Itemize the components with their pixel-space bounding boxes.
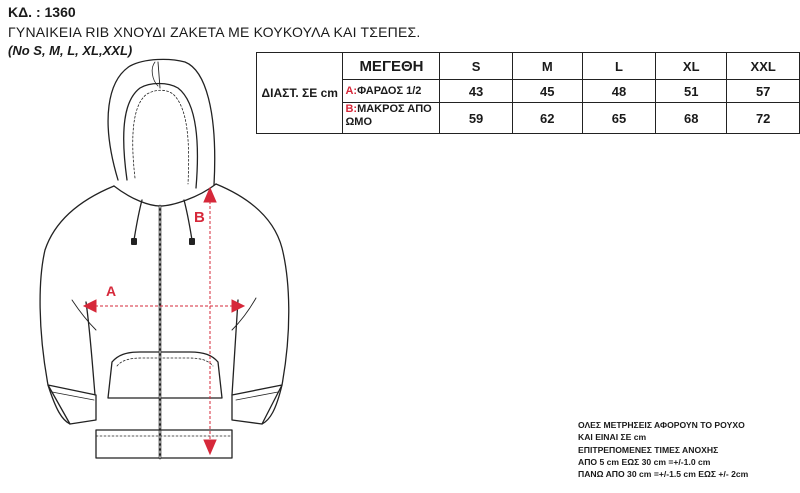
value-cell: 68 — [656, 103, 727, 134]
value-cell: 48 — [582, 80, 655, 103]
value-cell: 45 — [512, 80, 582, 103]
value-cell: 59 — [440, 103, 512, 134]
value-cell: 72 — [727, 103, 800, 134]
drawstring-left — [134, 200, 142, 240]
size-col-xxl: XXL — [727, 53, 800, 80]
value-cell: 57 — [727, 80, 800, 103]
value-cell: 51 — [656, 80, 727, 103]
note-line: ΑΠΟ 5 cm ΕΩΣ 30 cm =+/-1.0 cm — [578, 456, 711, 467]
size-col-s: S — [440, 53, 512, 80]
measurement-notes — [578, 419, 748, 480]
hood-outline — [108, 59, 215, 185]
value-cell: 65 — [582, 103, 655, 134]
note-line: ΠΑΝΩ ΑΠΟ 30 cm =+/-1.5 cm ΕΩΣ +/- 2cm — [578, 469, 749, 480]
available-sizes: (No S, M, L, XL,XXL) — [8, 43, 133, 58]
size-col-l: L — [582, 53, 655, 80]
note-line: ΚΑΙ ΕΙΝΑΙ ΣΕ cm — [578, 432, 647, 443]
body-left-side — [40, 186, 117, 424]
value-cell: 43 — [440, 80, 512, 103]
product-description: ΓΥΝΑΙΚΕΙΑ RIB ΧΝΟΥΔΙ ΖΑΚΕΤΑ ΜΕ ΚΟΥΚΟΥΛΑ ΚΑΙ ΤΣΕΠΕΣ. — [8, 24, 421, 40]
note-line: ΟΛΕΣ ΜΕΤΡΗΣΕΙΣ ΑΦΟΡΟΥΝ ΤΟ ΡΟΥΧΟ — [578, 420, 745, 430]
measure-label-b: B — [194, 209, 205, 226]
value-cell: 62 — [512, 103, 582, 134]
row-label-length: B:ΜΑΚΡΟΣ ΑΠΟ ΩΜΟ — [343, 103, 440, 134]
size-col-m: M — [512, 53, 582, 80]
dimension-unit-label: ΔΙΑΣΤ. ΣΕ cm — [257, 53, 343, 134]
measure-label-a: A — [106, 283, 117, 299]
note-line: ΕΠΙΤΡΕΠΟΜΕΝΕΣ ΤΙΜΕΣ ΑΝΟΧΗΣ — [578, 444, 719, 455]
product-code: ΚΔ. : 1360 — [8, 4, 76, 20]
size-chart-table — [256, 52, 800, 134]
right-cuff — [232, 385, 282, 424]
kangaroo-pocket — [108, 352, 222, 398]
sizes-heading: ΜΕΓΕΘΗ — [343, 53, 440, 80]
drawstring-right — [184, 200, 192, 240]
size-header-row — [257, 53, 800, 80]
size-col-xl: XL — [656, 53, 727, 80]
row-label-width: A:ΦΑΡΔΟΣ 1/2 — [343, 80, 440, 103]
